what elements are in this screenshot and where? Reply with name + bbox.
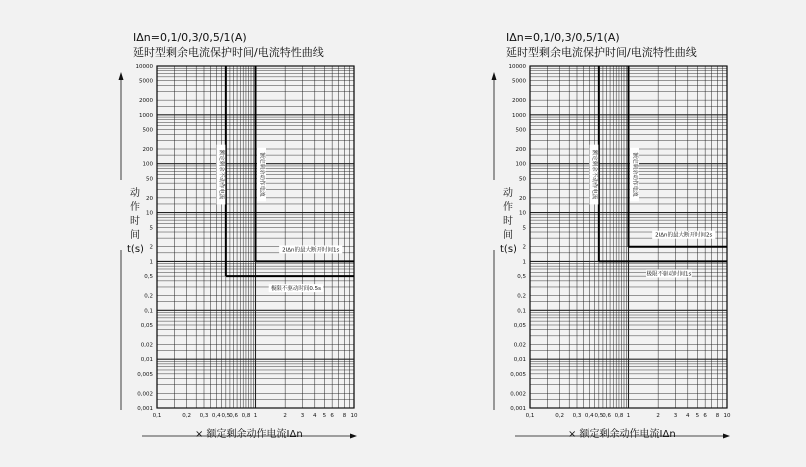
x-tick-label: 0,3 xyxy=(199,413,209,419)
y-axis-label-char: 动 xyxy=(130,188,140,199)
y-tick-label: 0,001 xyxy=(137,406,153,412)
y-tick-label: 10 xyxy=(146,210,153,217)
y-tick-label: 0,01 xyxy=(513,357,526,364)
x-tick-label: 0,6 xyxy=(602,413,612,419)
y-axis-label-char: 时 xyxy=(503,216,513,227)
y-tick-label: 0,5 xyxy=(517,274,526,281)
y-tick-label: 20 xyxy=(146,195,153,202)
x-tick-label: 4 xyxy=(686,413,690,419)
y-tick-label: 2000 xyxy=(512,98,526,105)
y-axis-arrow-head xyxy=(492,72,497,80)
x-tick-label: 0,8 xyxy=(241,413,251,419)
x-tick-label: 0,1 xyxy=(152,413,162,419)
y-tick-label: 50 xyxy=(519,176,526,183)
y-tick-label: 100 xyxy=(515,161,526,168)
no-trip-label: 额定剩余不动作电流 xyxy=(217,149,224,200)
trip-label: 额定剩余动作电流 xyxy=(258,152,265,197)
x-tick-label: 3 xyxy=(673,413,678,419)
limit-no-drive-label: 极限不驱动时间0.5s xyxy=(270,286,321,293)
x-tick-label: 0,8 xyxy=(614,413,624,419)
x-tick-label: 2 xyxy=(656,413,660,419)
y-tick-label: 0,001 xyxy=(510,406,526,412)
y-tick-label: 2 xyxy=(149,244,153,251)
y-tick-label: 0,002 xyxy=(137,391,153,398)
x-tick-label: 2 xyxy=(283,413,287,419)
y-tick-label: 0,002 xyxy=(510,391,526,398)
y-tick-label: 5 xyxy=(149,225,153,232)
y-tick-label: 1 xyxy=(522,259,526,266)
chart-subtitle: 延时型剩余电流保护时间/电流特性曲线 xyxy=(133,46,324,59)
y-tick-label: 0,005 xyxy=(510,371,526,378)
chart-title: IΔn=0,1/0,3/0,5/1(A) xyxy=(506,31,620,44)
y-axis-label-char: 间 xyxy=(503,230,513,241)
max-break-label: 2IΔn的最大断开时间1s xyxy=(282,247,340,254)
x-tick-label: 6 xyxy=(703,413,707,419)
max-break-label: 2IΔn的最大断开时间2s xyxy=(655,232,713,239)
y-tick-label: 20 xyxy=(519,195,526,202)
x-tick-label: 0,2 xyxy=(555,413,565,419)
x-tick-label: 5 xyxy=(322,413,327,419)
x-tick-label: 3 xyxy=(300,413,305,419)
limit-no-drive-label: 极限不驱动时间1s xyxy=(646,271,692,278)
y-tick-label: 200 xyxy=(142,147,153,154)
y-tick-label: 500 xyxy=(515,127,526,134)
no-trip-label: 额定剩余不动作电流 xyxy=(590,149,597,200)
x-tick-label: 10 xyxy=(723,413,731,419)
y-tick-label: 1 xyxy=(149,259,153,266)
y-tick-label: 0,02 xyxy=(140,342,153,349)
y-tick-label: 0,005 xyxy=(137,371,153,378)
x-tick-label: 0,6 xyxy=(229,413,239,419)
y-tick-label: 1000 xyxy=(512,112,526,119)
y-tick-label: 2000 xyxy=(139,98,153,105)
x-tick-label: 6 xyxy=(330,413,334,419)
trip-label: 额定剩余动作电流 xyxy=(631,152,638,197)
y-tick-label: 50 xyxy=(146,176,153,183)
y-tick-label: 5000 xyxy=(512,78,526,85)
x-axis-arrow-head xyxy=(723,434,730,439)
y-tick-label: 0,2 xyxy=(144,293,153,300)
y-tick-label: 0,02 xyxy=(513,342,526,349)
x-tick-label: 0,5 xyxy=(221,413,231,419)
y-tick-label: 5 xyxy=(522,225,526,232)
x-tick-label: 0,2 xyxy=(182,413,192,419)
x-tick-label: 4 xyxy=(313,413,317,419)
y-tick-label: 10000 xyxy=(135,64,153,70)
y-tick-label: 500 xyxy=(142,127,153,134)
chart-title: IΔn=0,1/0,3/0,5/1(A) xyxy=(133,31,247,44)
y-axis-label-char: 时 xyxy=(130,216,140,227)
x-tick-label: 1 xyxy=(626,413,631,419)
chart-subtitle: 延时型剩余电流保护时间/电流特性曲线 xyxy=(506,46,697,59)
y-tick-label: 0,05 xyxy=(513,322,526,329)
y-tick-label: 0,5 xyxy=(144,274,153,281)
x-tick-label: 8 xyxy=(715,413,720,419)
x-tick-label: 8 xyxy=(342,413,347,419)
x-axis-arrow-head xyxy=(350,434,357,439)
chart-panel-right xyxy=(373,0,776,467)
x-tick-label: 1 xyxy=(253,413,258,419)
y-axis-label-unit: t(s) xyxy=(127,244,144,255)
y-axis-label-char: 间 xyxy=(130,230,140,241)
x-tick-label: 0,4 xyxy=(584,413,594,419)
y-tick-label: 0,1 xyxy=(144,308,153,315)
x-axis-label: × 额定剩余动作电流IΔn xyxy=(568,429,676,440)
x-tick-label: 0,5 xyxy=(594,413,604,419)
y-tick-label: 1000 xyxy=(139,112,153,119)
y-axis-label-char: 作 xyxy=(130,202,140,213)
x-axis-label: × 额定剩余动作电流IΔn xyxy=(195,429,303,440)
x-tick-label: 0,1 xyxy=(525,413,535,419)
y-tick-label: 2 xyxy=(522,244,526,251)
y-tick-label: 0,2 xyxy=(517,293,526,300)
y-tick-label: 0,1 xyxy=(517,308,526,315)
x-tick-label: 0,3 xyxy=(572,413,582,419)
y-tick-label: 0,01 xyxy=(140,357,153,364)
y-axis-label-unit: t(s) xyxy=(500,244,517,255)
y-tick-label: 0,05 xyxy=(140,322,153,329)
y-tick-label: 200 xyxy=(515,147,526,154)
y-tick-label: 10000 xyxy=(508,64,526,70)
y-tick-label: 100 xyxy=(142,161,153,168)
y-axis-label-char: 作 xyxy=(503,202,513,213)
y-axis-label-char: 动 xyxy=(503,188,513,199)
y-tick-label: 5000 xyxy=(139,78,153,85)
x-tick-label: 10 xyxy=(350,413,358,419)
characteristic-chart xyxy=(373,0,776,467)
x-tick-label: 0,4 xyxy=(211,413,221,419)
y-tick-label: 10 xyxy=(519,210,526,217)
x-tick-label: 5 xyxy=(695,413,700,419)
y-axis-arrow-head xyxy=(119,72,124,80)
